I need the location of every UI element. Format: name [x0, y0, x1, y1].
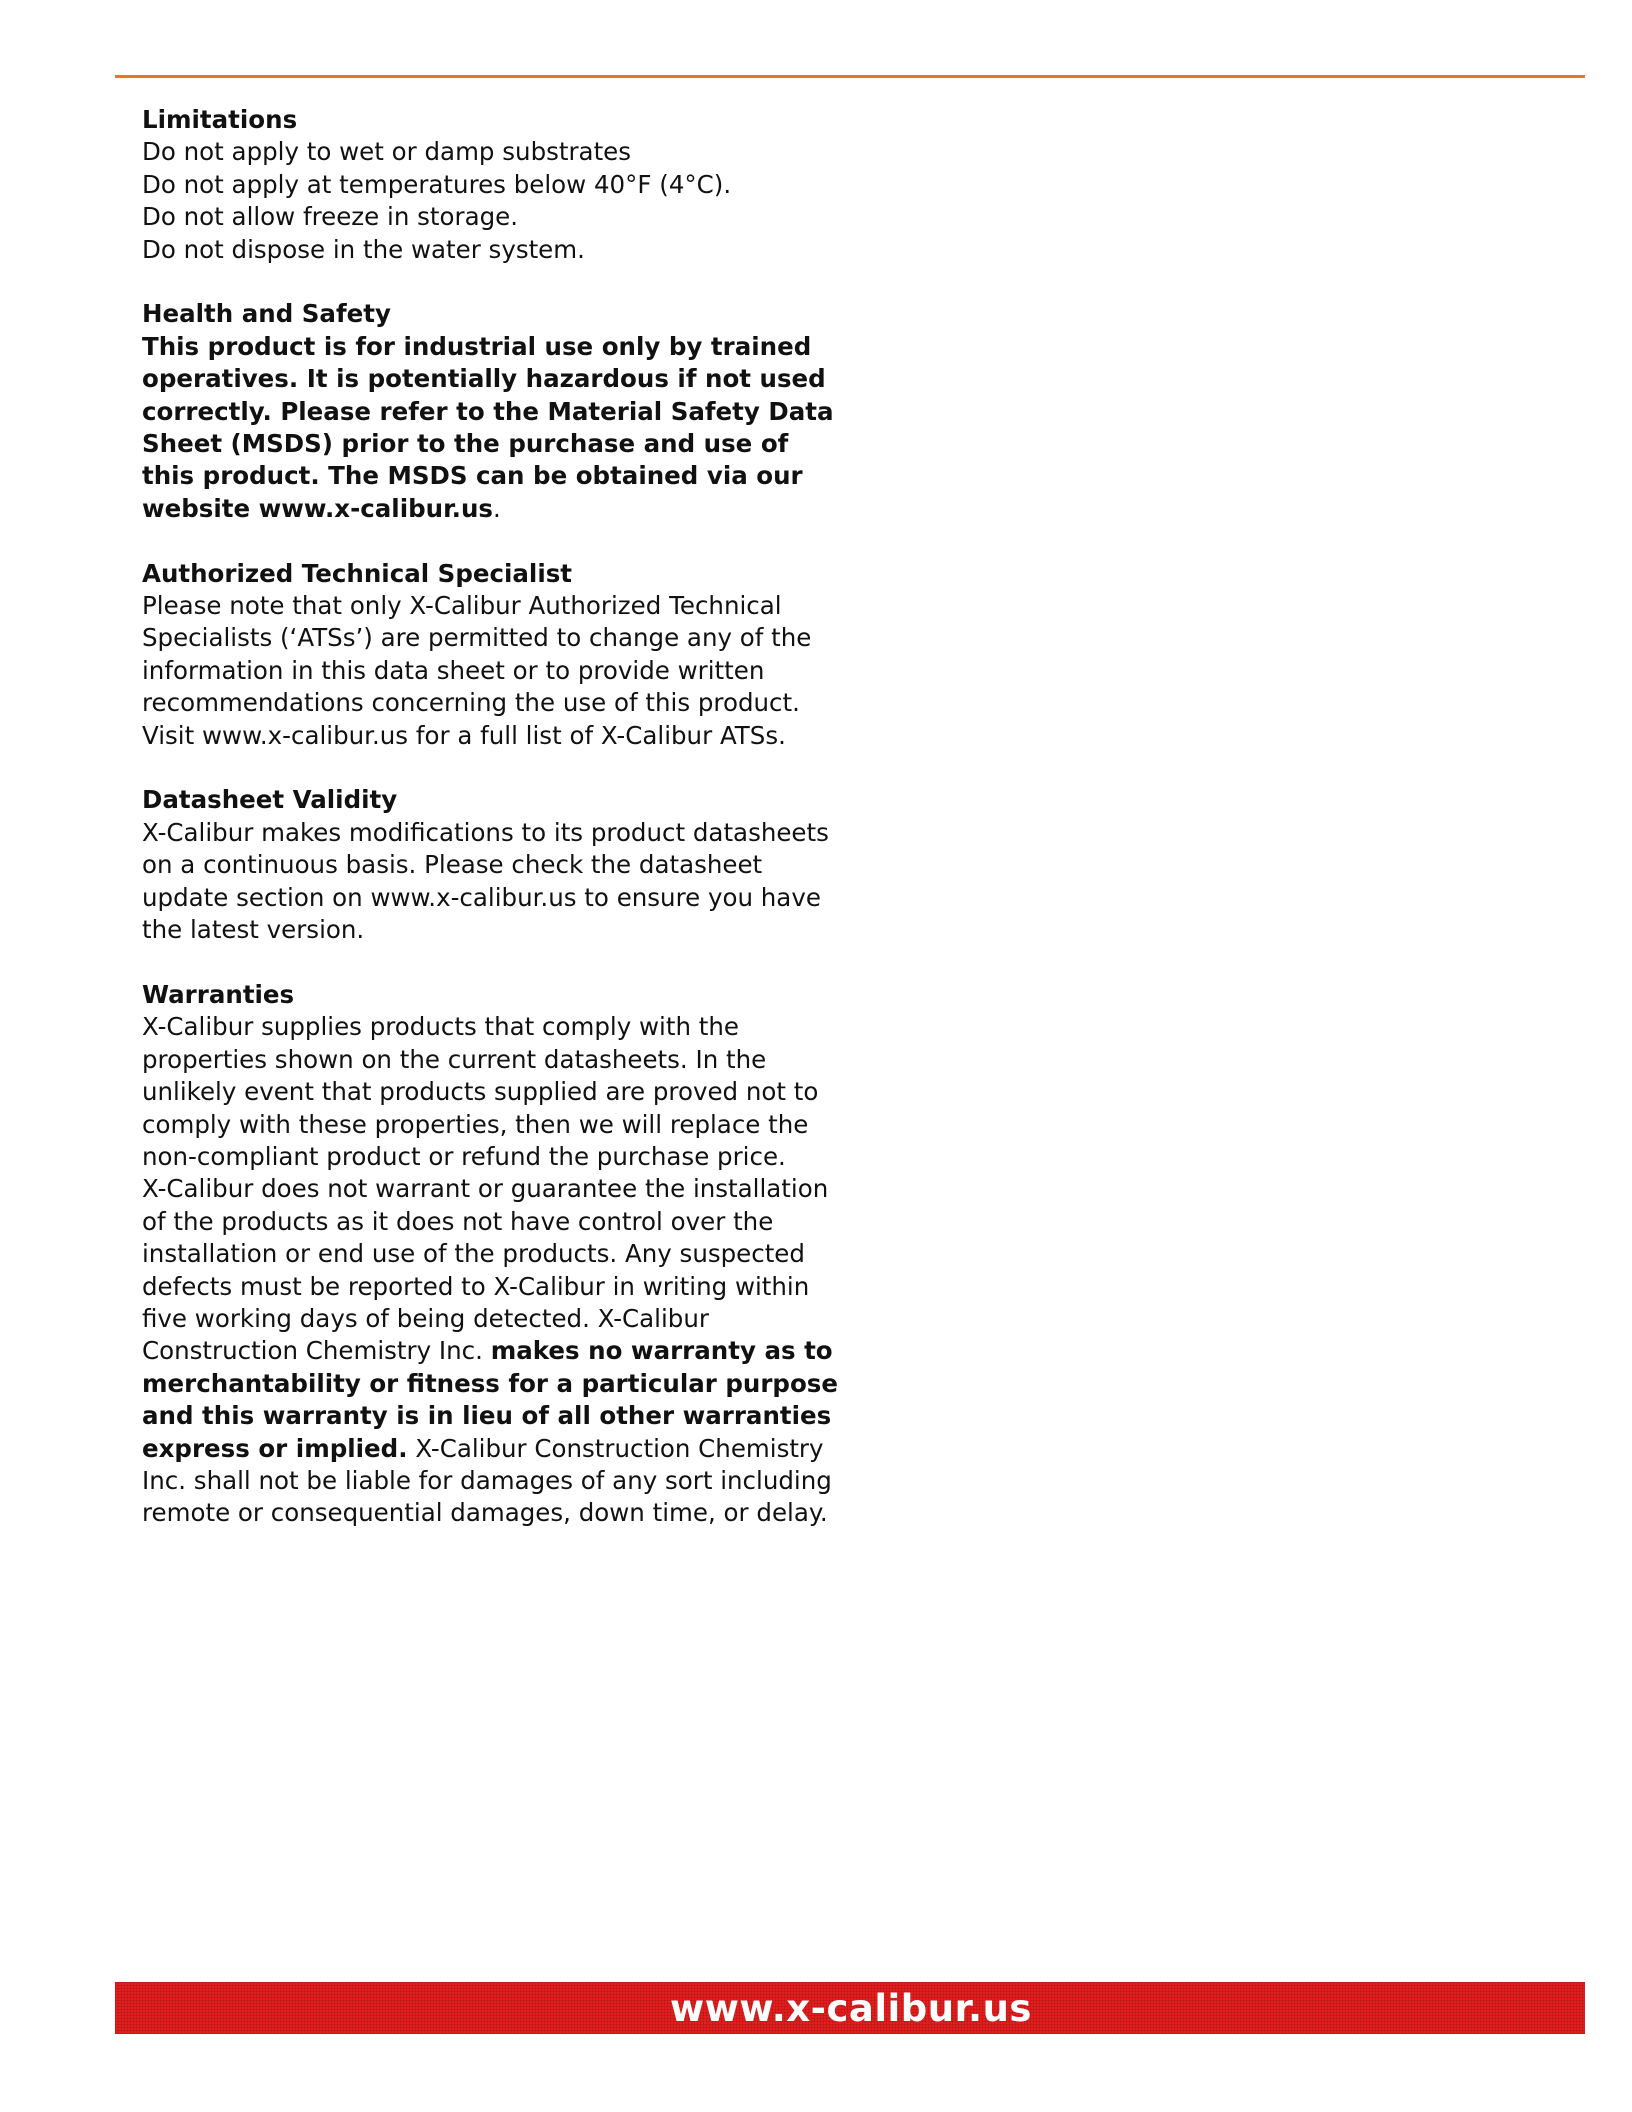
health-safety-line-website [142, 493, 832, 525]
warranties-disclaimer-bold: and this warranty is in lieu of all other warranties [142, 1401, 832, 1431]
limitations-line: Do not dispose in the water system. [142, 234, 585, 264]
health-safety-period: . [493, 493, 501, 523]
warranties-line: X-Calibur supplies products that comply with the [142, 1012, 739, 1042]
validity-section [142, 784, 832, 946]
warranties-line: five working days of being detected. X-Calibur [142, 1303, 709, 1333]
top-divider-rule [115, 75, 1585, 78]
warranties-line-mixed [142, 1433, 832, 1465]
limitations-line: Do not apply at temperatures below 40°F (4°C). [142, 169, 732, 199]
warranties-line: installation or end use of the products. Any suspected [142, 1239, 805, 1269]
warranties-line: of the products as it does not have control over the [142, 1206, 774, 1236]
warranties-line: unlikely event that products supplied are proved not to [142, 1077, 819, 1107]
limitations-heading: Limitations [142, 105, 298, 134]
warranties-company-text: X-Calibur Construction Chemistry [407, 1433, 824, 1463]
ats-heading: Authorized Technical Specialist [142, 558, 573, 588]
validity-line: update section on www.x-calibur.us to ensure you have [142, 882, 821, 912]
warranties-company-text: Construction Chemistry Inc. [142, 1336, 491, 1366]
warranties-line: properties shown on the current datasheets. In the [142, 1044, 767, 1074]
ats-line: information in this data sheet or to provide written [142, 655, 765, 685]
warranties-line: non-compliant product or refund the purchase price. [142, 1141, 786, 1171]
validity-line: the latest version. [142, 915, 365, 945]
warranties-line: Inc. shall not be liable for damages of any sort including [142, 1466, 832, 1495]
warranties-line: comply with these properties, then we will replace the [142, 1109, 809, 1139]
warranties-section [142, 979, 838, 1530]
warranties-line-mixed [142, 1335, 832, 1367]
warranties-line: X-Calibur does not warrant or guarantee the installation [142, 1174, 829, 1204]
health-safety-website-text: website www.x-calibur.us [142, 493, 493, 523]
ats-section [142, 558, 832, 752]
warranties-line: remote or consequential damages, down time, or delay. [142, 1498, 828, 1528]
warranties-disclaimer-bold: express or implied. [142, 1433, 408, 1463]
ats-line: Specialists (‘ATSs’) are permitted to change any of the [142, 623, 812, 653]
health-safety-heading: Health and Safety [142, 299, 391, 329]
ats-line: recommendations concerning the use of this product. [142, 688, 800, 718]
warranties-heading: Warranties [142, 979, 295, 1009]
footer-website-url: www.x-calibur.us [670, 1986, 1032, 2030]
limitations-section [142, 104, 832, 266]
limitations-line: Do not apply to wet or damp substrates [142, 137, 632, 167]
validity-line: on a continuous basis. Please check the datasheet [142, 850, 763, 880]
health-safety-line: correctly. Please refer to the Material Safety Data [142, 396, 834, 426]
health-safety-section [142, 298, 832, 525]
health-safety-line: operatives. It is potentially hazardous if not used [142, 364, 826, 394]
warranties-disclaimer-bold: makes no warranty as to [490, 1336, 833, 1366]
warranties-line: defects must be reported to X-Calibur in writing within [142, 1271, 810, 1301]
limitations-line: Do not allow freeze in storage. [142, 202, 519, 232]
ats-line: Visit www.x-calibur.us for a full list of X-Calibur ATSs. [142, 720, 786, 750]
validity-heading: Datasheet Validity [142, 785, 398, 815]
document-body [142, 104, 838, 1562]
health-safety-line: this product. The MSDS can be obtained via our [142, 461, 803, 491]
ats-line: Please note that only X-Calibur Authorized Technical [142, 591, 782, 621]
health-safety-line: This product is for industrial use only by trained [142, 331, 812, 361]
validity-line: X-Calibur makes modifications to its product datasheets [142, 817, 829, 847]
footer-bar [115, 1982, 1585, 2034]
health-safety-line: Sheet (MSDS) prior to the purchase and use of [142, 429, 789, 459]
warranties-disclaimer-bold: merchantability or fitness for a particular purpose [142, 1368, 838, 1398]
